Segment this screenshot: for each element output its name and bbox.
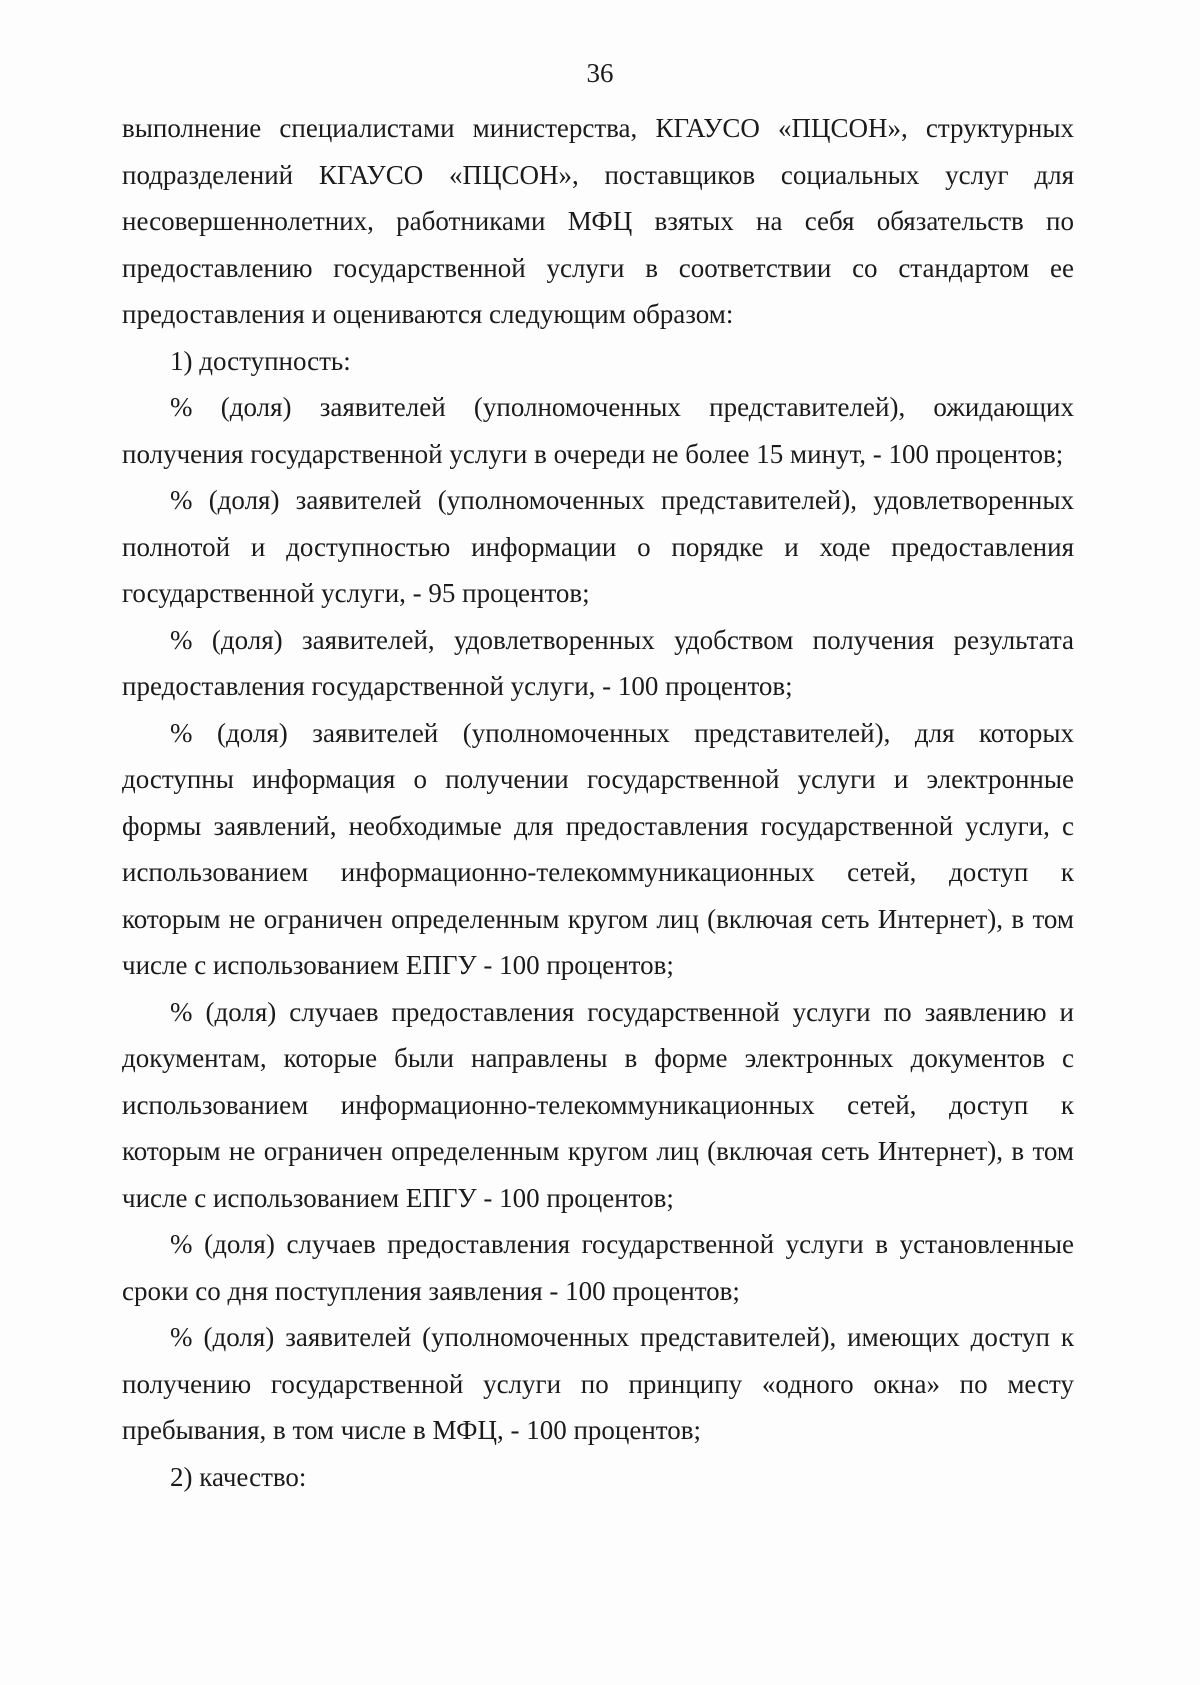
paragraph-electronic-forms: % (доля) заявителей (уполномоченных представителей), для которых доступны информация о получении государственной услуги и электронные формы заявлений, необходимые для предоставления государственной услуги, с использованием информационно-телекоммуникационных сетей, доступ к которым не ограничен определенным кругом лиц (включая сеть Интернет), в том числе с использованием ЕПГУ - 100 процентов; (122, 717, 1074, 980)
paragraph-queue-wait: % (доля) заявителей (уполномоченных представителей), ожидающих получения государственной услуги в очереди не более 15 минут, - 100 процентов; (122, 392, 1074, 469)
paragraph-electronic-documents: % (доля) случаев предоставления государственной услуги по заявлению и документам, которые были направлены в форме электронных документов с использованием информационно-телекоммуникационных сетей, доступ к которым не ограничен определенным кругом лиц (включая сеть Интернет), в том числе с использованием ЕПГУ - 100 процентов; (122, 996, 1074, 1213)
paragraph-info-completeness: % (доля) заявителей (уполномоченных представителей), удовлетворенных полнотой и доступностью информации о порядке и ходе предоставления государственной услуги, - 95 процентов; (122, 485, 1074, 608)
list-heading-accessibility: 1) доступность: (170, 345, 351, 376)
page-number: 36 (586, 58, 614, 88)
paragraph-result-convenience: % (доля) заявителей, удовлетворенных удобством получения результата предоставления государственной услуги, - 100 процентов; (122, 624, 1074, 701)
paragraph-deadlines: % (доля) случаев предоставления государственной услуги в установленные сроки со дня поступления заявления - 100 процентов; (122, 1229, 1074, 1306)
paragraph-intro-continuation: выполнение специалистами министерства, КГАУСО «ПЦСОН», структурных подразделений КГАУСО «ПЦСОН», поставщиков социальных услуг для несовершеннолетних, работниками МФЦ взятых на себя обязательств по предоставлению государственной услуги в соответствии со стандартом ее предоставления и оцениваются следующим образом: (122, 113, 1074, 329)
paragraph-one-window: % (доля) заявителей (уполномоченных представителей), имеющих доступ к получению государственной услуги по принципу «одного окна» по месту пребывания, в том числе в МФЦ, - 100 процентов; (122, 1322, 1074, 1445)
list-heading-quality: 2) качество: (170, 1461, 307, 1492)
document-body (122, 105, 1074, 1500)
